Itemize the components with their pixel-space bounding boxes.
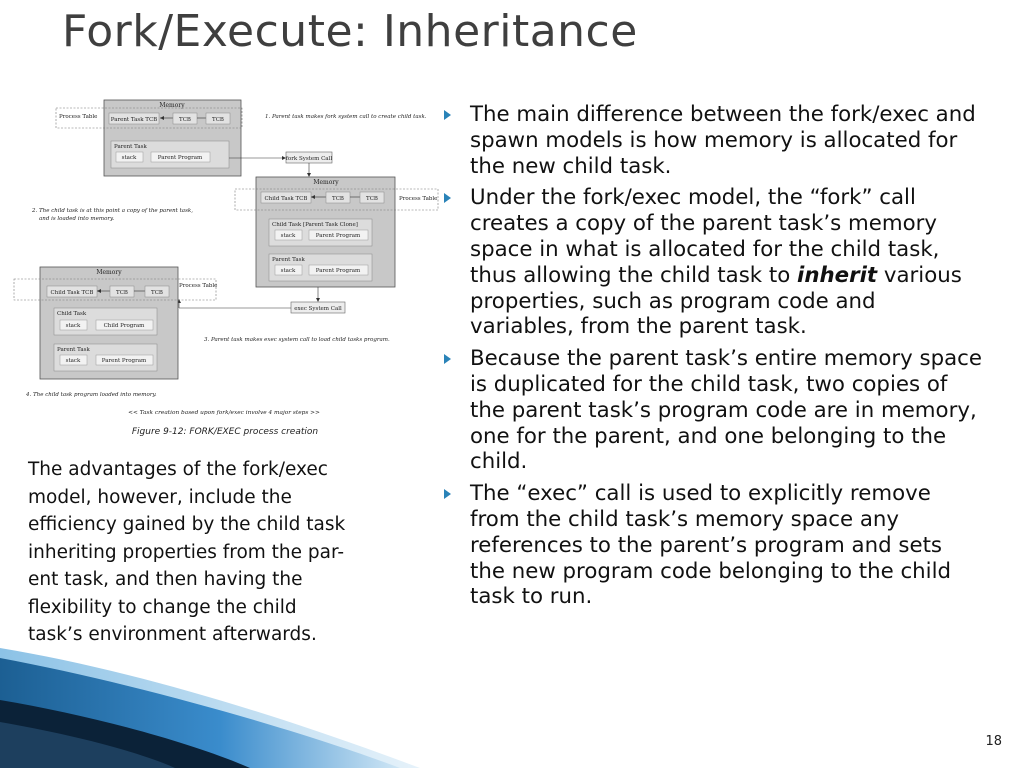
bullet-emphasis: inherit [797, 262, 878, 288]
fork-call-label: fork System Call [285, 156, 333, 162]
step-3-text: 3. Parent task makes exec system call to load child tasks program. [204, 337, 390, 343]
child-task-label-3: Child Task [57, 311, 87, 317]
left-paragraph-line: ent task, and then having the [28, 569, 303, 590]
bullet-text: The main difference between the fork/exec and spawn models is how memory is allocated for the new child task. [470, 102, 976, 179]
parent-program-label-2a: Parent Program [315, 233, 361, 239]
child-task-clone-label: Child Task [Parent Task Clone] [272, 222, 358, 228]
parent-task-label-1: Parent Task [114, 144, 147, 150]
parent-task-label-3: Parent Task [57, 347, 90, 353]
triangle-bullet-icon [444, 489, 451, 499]
figure-caption: Figure 9-12: FORK/EXEC process creation [131, 427, 319, 437]
bullet-item [442, 346, 982, 475]
triangle-bullet-icon [444, 354, 451, 364]
tcb-label-1b: TCB [212, 117, 224, 123]
parent-program-label-2b: Parent Program [315, 268, 361, 274]
bullet-list [442, 102, 982, 616]
page-number: 18 [985, 734, 1002, 749]
triangle-bullet-icon [444, 110, 451, 120]
left-paragraph-line: task’s environment afterwards. [28, 624, 317, 645]
bullet-item [442, 185, 982, 340]
slide-title: Fork/Execute: Inheritance [62, 6, 638, 57]
triangle-bullet-icon [444, 193, 451, 203]
figure-note: << Task creation based upon fork/exec involve 4 major steps >> [128, 410, 320, 416]
fork-exec-figure [10, 96, 450, 446]
parent-program-label-3: Parent Program [101, 358, 147, 364]
step-2-text-line2: and is loaded into memory. [39, 216, 115, 222]
child-task-tcb-2: Child Task TCB [264, 196, 308, 202]
left-paragraph-line: efficiency gained by the child task [28, 514, 346, 535]
left-paragraph [28, 456, 423, 649]
tcb-label-2b: TCB [366, 196, 378, 202]
parent-task-tcb-1: Parent Task TCB [110, 117, 158, 123]
stack-label-2a: stack [280, 233, 296, 239]
bullet-text: Because the parent task’s entire memory space is duplicated for the child task, two copies of the parent task’s program code are in memory, one for the parent, and one belonging to the child. [470, 346, 982, 475]
left-paragraph-line: flexibility to change the child [28, 596, 297, 618]
memory-label-1: Memory [159, 102, 185, 109]
stack-label-1: stack [121, 155, 137, 161]
fork-exec-diagram [10, 96, 450, 446]
tcb-label-3a: TCB [116, 290, 128, 296]
memory-label-3: Memory [96, 269, 122, 276]
left-paragraph-line: model, however, include the [28, 486, 292, 508]
bullet-item [442, 481, 982, 610]
process-table-label-1: Process Table [59, 114, 98, 120]
parent-program-label-1: Parent Program [157, 155, 203, 161]
left-paragraph-line: The advantages of the fork/exec [28, 459, 328, 480]
left-paragraph-line: inheriting properties from the par- [28, 541, 345, 563]
memory-label-2: Memory [313, 179, 339, 186]
tcb-label-2a: TCB [332, 196, 344, 202]
step-2-text-line1: 2. The child task is at this point a copy of the parent task, [32, 208, 193, 214]
child-program-label: Child Program [103, 323, 145, 329]
exec-call-label: exec System Call [294, 306, 342, 312]
tcb-label-3b: TCB [151, 290, 163, 296]
parent-task-label-2: Parent Task [272, 257, 305, 263]
tcb-label-1a: TCB [179, 117, 191, 123]
bullet-item [442, 102, 982, 179]
process-table-label-3: Process Table [179, 283, 218, 289]
bullet-text: various properties, such as program code and variables, from the parent task. [470, 262, 962, 340]
stack-label-3b: stack [65, 358, 81, 364]
stack-label-2b: stack [280, 268, 296, 274]
child-task-tcb-3: Child Task TCB [50, 290, 94, 296]
step-4-text: 4. The child task program loaded into memory. [26, 392, 157, 398]
process-table-label-2: Process Table [399, 196, 438, 202]
bullet-text: The “exec” call is used to explicitly remove from the child task’s memory space any references to the parent’s program and sets the new program code belonging to the child task to run. [470, 481, 952, 610]
step-1-text: 1. Parent task makes fork system call to create child task. [265, 114, 427, 120]
bullet-text: Under the fork/exec model, the “fork” call creates a copy of the parent task’s memory space in what is allocated for the child task, thus allowing the child task to [470, 185, 940, 288]
stack-label-3a: stack [65, 323, 81, 329]
